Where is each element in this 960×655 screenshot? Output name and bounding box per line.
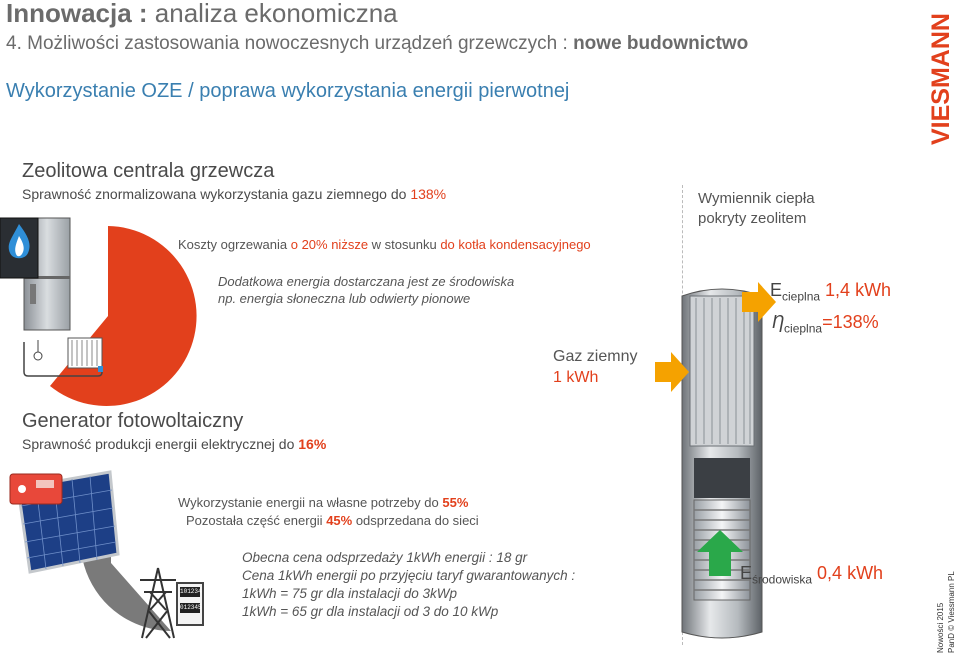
- zeolite-exchanger-cylinder: [680, 282, 764, 642]
- pv-heading: Generator fotowoltaiczny: [22, 410, 244, 432]
- e-env-subscript: środowiska: [752, 572, 813, 587]
- arrow-up-icon: [697, 530, 743, 576]
- side-footer: [935, 555, 955, 653]
- zeolite-efficiency: [22, 186, 446, 202]
- cost-prefix: Koszty ogrzewania: [178, 237, 291, 252]
- price-line-1: Obecna cena odsprzedaży 1kWh energii : 18 gr: [242, 550, 528, 565]
- inverter-icon: [8, 472, 64, 506]
- sold-text-b: odsprzedana do sieci: [352, 513, 479, 528]
- cost-highlight-1: o 20% niższe: [290, 237, 369, 252]
- price-line-4: 1kWh = 65 gr dla instalacji od 3 do 10 kWp: [242, 604, 499, 619]
- meter-reading-2: 012345: [180, 604, 202, 611]
- e-env-label: [740, 563, 883, 587]
- cost-mid: w stosunku: [368, 237, 441, 252]
- subtitle-rest: 4. Możliwości zastosowania nowoczesnych urządzeń grzewczych :: [6, 33, 574, 54]
- eta-value: =138%: [822, 312, 879, 332]
- e-heat-subscript: cieplna: [782, 289, 821, 304]
- zeolite-extra-line-1: Dodatkowa energia dostarczana jest ze środowiska: [218, 274, 515, 289]
- page-subtitle: [6, 33, 748, 55]
- e-env-symbol: E: [740, 563, 753, 583]
- radiator-icon: [20, 332, 106, 380]
- e-env-value: 0,4 kWh: [817, 563, 884, 583]
- arrow-right-icon: [655, 352, 689, 392]
- pylon-icon: [136, 566, 180, 640]
- zeolite-heading: Zeolitowa centrala grzewcza: [22, 160, 275, 182]
- sold-value: 45%: [326, 513, 353, 528]
- price-line-3: 1kWh = 75 gr dla instalacji do 3kWp: [242, 586, 457, 601]
- eta-subscript: cieplna: [784, 321, 823, 336]
- zeolite-efficiency-text: Sprawność znormalizowana wykorzystania gazu ziemnego do: [22, 186, 411, 202]
- pv-own-use: [178, 495, 468, 510]
- gas-value: 1 kWh: [553, 369, 599, 386]
- eta-heat-label: [772, 312, 879, 336]
- page-title: [6, 0, 398, 29]
- pv-efficiency: [22, 436, 326, 452]
- meter-reading-1: 101234: [180, 588, 202, 595]
- energy-meter: [176, 582, 204, 626]
- logo-text: VIESMANN: [927, 13, 955, 145]
- sold-text-a: Pozostała część energii: [186, 513, 327, 528]
- title-bold: Innowacja :: [6, 0, 148, 28]
- pv-efficiency-text: Sprawność produkcji energii elektrycznej do: [22, 436, 299, 452]
- price-line-2: Cena 1kWh energii po przyjęciu taryf gwarantowanych :: [242, 568, 576, 583]
- oze-heading: Wykorzystanie OZE / poprawa wykorzystania energii pierwotnej: [6, 80, 570, 102]
- own-use-value: 55%: [442, 495, 469, 510]
- eta-symbol: Ƞ: [772, 312, 785, 332]
- viessmann-logo: [918, 5, 958, 150]
- side-footer-line-2: PanD © Viessmann PL: [947, 571, 956, 653]
- e-heat-value: 1,4 kWh: [825, 280, 892, 300]
- pv-sold: [186, 513, 479, 528]
- own-use-text: Wykorzystanie energii na własne potrzeby do: [178, 495, 443, 510]
- cost-highlight-2: do kotła kondensacyjnego: [440, 237, 591, 252]
- zeolite-efficiency-value: 138%: [410, 186, 447, 202]
- subtitle-bold: nowe budownictwo: [573, 33, 749, 54]
- gas-label-line-2: [553, 369, 598, 387]
- exchanger-label-line-1: Wymiennik ciepła: [698, 190, 815, 207]
- gas-flame-icon: [4, 222, 34, 262]
- zeolite-cost-text: [178, 237, 591, 252]
- zeolite-extra-line-2: np. energia słoneczna lub odwierty pionowe: [218, 291, 471, 306]
- title-rest: analiza ekonomiczna: [147, 0, 398, 28]
- gas-label-line-1: Gaz ziemny: [553, 348, 638, 365]
- pv-efficiency-value: 16%: [298, 436, 327, 452]
- e-heat-symbol: E: [770, 280, 783, 300]
- e-heat-label: [770, 280, 891, 304]
- exchanger-label-line-2: pokryty zeolitem: [698, 210, 807, 227]
- side-footer-line-1: Nowości 2015: [936, 602, 945, 653]
